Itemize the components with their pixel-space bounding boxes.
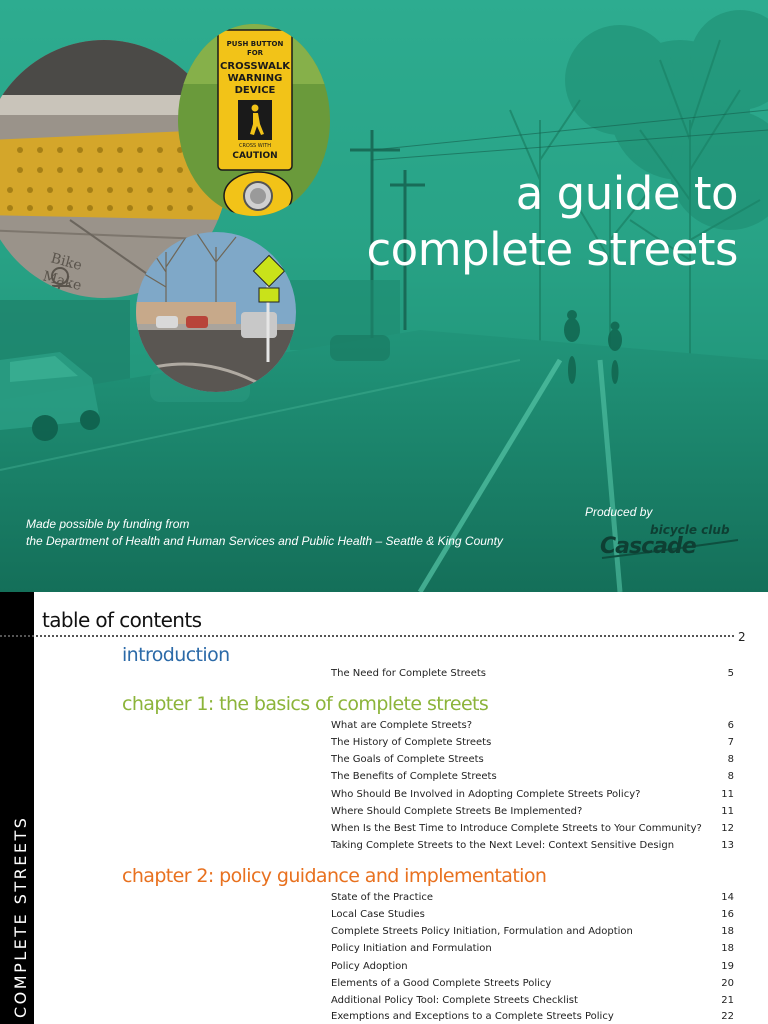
toc-entry-page: 19	[721, 961, 734, 972]
toc-entry-title: Complete Streets Policy Initiation, Formulation and Adoption	[331, 926, 633, 937]
toc-entry-page: 11	[721, 806, 734, 817]
toc-entry-page: 6	[727, 720, 734, 731]
page-number: 2	[738, 630, 746, 644]
toc-entry-title: The Need for Complete Streets	[331, 668, 486, 679]
toc-entry[interactable]	[331, 719, 734, 733]
toc-entry-page: 13	[721, 840, 734, 851]
toc-entry[interactable]	[331, 805, 734, 819]
sign-text-3: CROSSWALK	[220, 61, 290, 72]
cascade-bicycle-club-logo	[598, 520, 744, 562]
stencil-text-1: Bike	[48, 250, 84, 275]
side-strip	[0, 592, 34, 1024]
toc-entry-title: Exemptions and Exceptions to a Complete Streets Policy	[331, 1011, 614, 1022]
toc-entry-page: 16	[721, 909, 734, 920]
funding-line-1: Made possible by funding from	[26, 517, 190, 531]
toc-entry[interactable]	[331, 891, 734, 905]
toc-entry-page: 5	[727, 668, 734, 679]
toc-entry[interactable]	[331, 788, 734, 802]
chapter-1-title: chapter 1: the basics of complete streets	[122, 693, 489, 715]
chapter-2-title: chapter 2: policy guidance and implementation	[122, 865, 547, 887]
toc-entry-page: 14	[721, 892, 734, 903]
cover-title-line-1: a guide to	[515, 167, 738, 220]
toc-entry-page: 8	[727, 754, 734, 765]
toc-entry[interactable]	[331, 977, 734, 991]
toc-entry-page: 20	[721, 978, 734, 989]
funding-line-2: the Department of Health and Human Services and Public Health – Seattle & King County	[26, 534, 503, 548]
toc-entry-title: Elements of a Good Complete Streets Policy	[331, 978, 552, 989]
toc-entry[interactable]	[331, 925, 734, 939]
toc-entry-title: Additional Policy Tool: Complete Streets Checklist	[331, 995, 578, 1006]
toc-entry-page: 7	[727, 737, 734, 748]
toc-entry-title: The Benefits of Complete Streets	[331, 771, 497, 782]
toc-heading: table of contents	[42, 608, 202, 632]
chapter-introduction-title: introduction	[122, 644, 230, 666]
toc-entry-title: When Is the Best Time to Introduce Complete Streets to Your Community?	[331, 823, 702, 834]
toc-entry[interactable]	[331, 994, 734, 1008]
toc-entry[interactable]	[331, 960, 734, 974]
toc-entry[interactable]	[331, 942, 734, 956]
toc-entry-title: Local Case Studies	[331, 909, 425, 920]
toc-entry-title: What are Complete Streets?	[331, 720, 473, 731]
dotted-divider	[0, 635, 734, 637]
stencil-text-2: Make	[40, 268, 84, 295]
toc-entry-title: State of the Practice	[331, 892, 433, 903]
logo-top-text: bicycle club	[650, 523, 730, 537]
sign-text-4: WARNING	[227, 73, 283, 84]
toc-entry-page: 18	[721, 926, 734, 937]
photo-crosswalk-button	[178, 24, 330, 216]
cover-title-line-2: complete streets	[366, 223, 738, 276]
table-of-contents	[0, 592, 768, 1024]
sign-text-2: FOR	[246, 49, 264, 57]
toc-entry-title: Policy Adoption	[331, 961, 408, 972]
side-label: COMPLETE STREETS	[11, 815, 30, 1018]
toc-entry[interactable]	[331, 770, 734, 784]
toc-entry-title: The Goals of Complete Streets	[331, 754, 484, 765]
produced-by-label: Produced by	[585, 505, 653, 519]
sign-text-7: CAUTION	[232, 151, 278, 161]
toc-entry-title: Who Should Be Involved in Adopting Complete Streets Policy?	[331, 789, 641, 800]
toc-entry-page: 22	[721, 1011, 734, 1022]
cover-title	[366, 166, 738, 278]
toc-entry[interactable]	[331, 667, 734, 681]
sign-text-5: DEVICE	[234, 85, 276, 96]
toc-entry-page: 18	[721, 943, 734, 954]
funding-credit	[26, 516, 503, 550]
toc-entry-page: 8	[727, 771, 734, 782]
photo-street-signs	[136, 232, 296, 392]
toc-entry-page: 21	[721, 995, 734, 1006]
toc-entry[interactable]	[331, 822, 734, 836]
toc-entry-title: The History of Complete Streets	[331, 737, 492, 748]
toc-entry-page: 11	[721, 789, 734, 800]
toc-entry-title: Policy Initiation and Formulation	[331, 943, 492, 954]
toc-entry[interactable]	[331, 736, 734, 750]
toc-entry[interactable]	[331, 1010, 734, 1024]
toc-entry-title: Taking Complete Streets to the Next Level: Context Sensitive Design	[331, 840, 675, 851]
toc-entry[interactable]	[331, 753, 734, 767]
logo-main-text: Cascade	[600, 534, 696, 559]
sign-text-1: PUSH BUTTON	[226, 40, 284, 48]
sign-text-6: CROSS WITH	[238, 143, 272, 149]
toc-entry[interactable]	[331, 908, 734, 922]
toc-entry-title: Where Should Complete Streets Be Implemented?	[331, 806, 583, 817]
toc-entry-page: 12	[721, 823, 734, 834]
toc-entry[interactable]	[331, 839, 734, 853]
